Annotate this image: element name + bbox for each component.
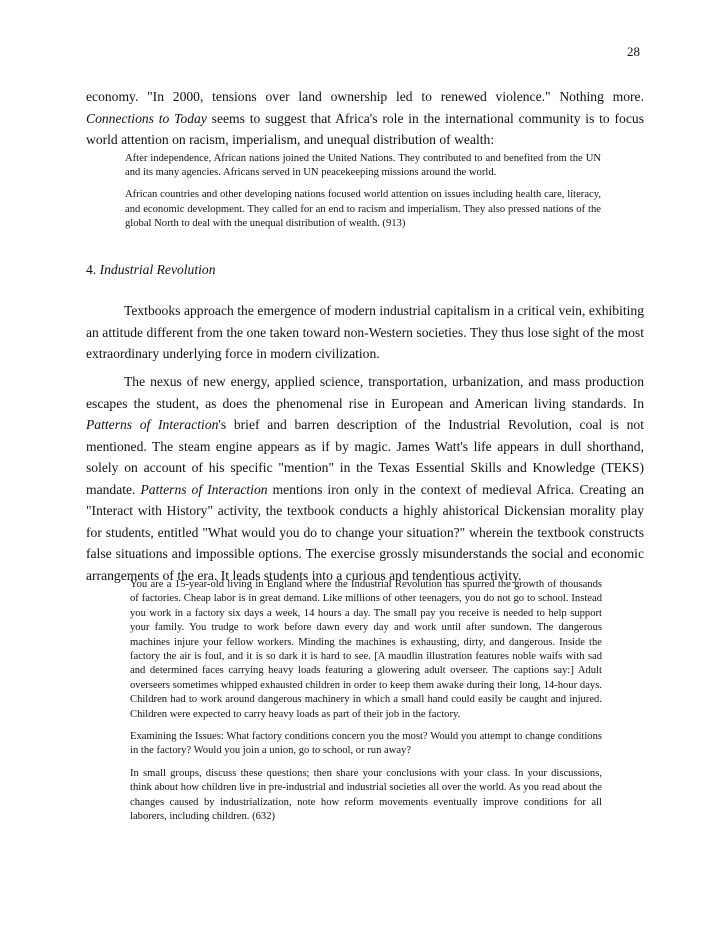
quote2-paragraph-1: You are a 15-year-old living in England where the Industrial Revolution has spurred the growth of thousands of factories. Cheap labor is in great demand. Like millions of other teenagers, you do not go to school. Instead you work in a factory six days a week, 14 hours a day. The small pay you receive is needed to help support your family. You trudge to work before dawn every day and work until after sundown. The dangerous machines injure your fellow workers. Minding the machines is exhausting, dirty, and dangerous. Inside the factory the air is foul, and it is so dark it is hard to see. [A maudlin illustration features noble waifs with sad and determined faces carrying heavy loads featuring a glowering adult overseer. The captions say:] Adult overseers sometimes whipped exhausted children in order to keep them awake during their long, 14-hour days. Children had to work around dangerous machinery in which a small hand could easily be caught and injured. Children were expected to carry heavy loads as part of their job in the factory. — [130, 579, 602, 720]
paragraph-intro — [86, 86, 644, 151]
paragraph-textbooks: Textbooks approach the emergence of modern industrial capitalism in a critical vein, exhibiting an attitude different from the one taken toward non-Western societies. They thus lose sight of the most extraordinary underlying force in modern civilization. — [86, 303, 644, 361]
intro-text-1: economy. "In 2000, tensions over land ownership led to renewed violence." Nothing more. — [86, 89, 644, 104]
nexus-title-1: Patterns of Interaction — [86, 417, 219, 432]
block-quote-un — [125, 152, 601, 231]
paragraph-nexus — [86, 371, 644, 586]
quote2-paragraph-2: Examining the Issues: What factory conditions concern you the most? Would you attempt to change conditions in the factory? Would you join a union, go to school, or run away? — [130, 731, 602, 757]
quote1-paragraph-1: After independence, African nations joined the United Nations. They contributed to and benefited from the UN and its many agencies. Africans served in UN peacekeeping missions around the world. — [125, 153, 601, 179]
nexus-title-2: Patterns of Interaction — [140, 481, 268, 497]
intro-text-2: seems to suggest that Africa's role in the international community is to focus world attention on racism, imperialism, and unequal distribution of wealth: — [86, 110, 644, 147]
page-number: 28 — [627, 44, 640, 59]
nexus-text-a: The nexus of new energy, applied science, transportation, urbanization, and mass production escapes the student, as does the phenomenal rise in European and American living standards. In — [86, 374, 644, 411]
quote1-paragraph-2: African countries and other developing nations focused world attention on issues including health care, literacy, and economic development. They called for an end to racism and imperialism. They also pressed nations of the global North to deal with the unequal distribution of wealth. (913) — [125, 189, 601, 229]
nexus-text-b: 's brief and barren description of the Industrial Revolution, coal is not mentioned. The steam engine appears as if by magic. James Watt's life appears in dull shorthand, solely on account of his specific "mention" in the Texas Essential Skills and Knowledge (TEKS) mandate. — [86, 417, 645, 497]
intro-title: Connections to Today — [86, 110, 207, 126]
quote2-paragraph-3: In small groups, discuss these questions; then share your conclusions with your class. In your discussions, think about how children live in pre-industrial and industrial societies all over the world. As you read about the changes caused by industrialization, note how reform movements eventually improve conditions for all laborers, including children. (632) — [130, 767, 602, 823]
block-quote-factory — [130, 578, 602, 825]
nexus-text-c: mentions iron only in the context of medieval Africa. Creating an "Interact with History" activity, the textbook conducts a highly ahistorical Dickensian morality play for students, entitled "What would you do to change your situation?" wherein the textbook constructs false situations and impossible options. The exercise grossly misunderstands the social and economic arrangements of the era. It leads students into a curious and tendentious activity. — [86, 481, 644, 583]
section-title: Industrial Revolution — [99, 262, 216, 277]
section-heading — [86, 262, 216, 278]
section-number: 4. — [86, 262, 100, 277]
